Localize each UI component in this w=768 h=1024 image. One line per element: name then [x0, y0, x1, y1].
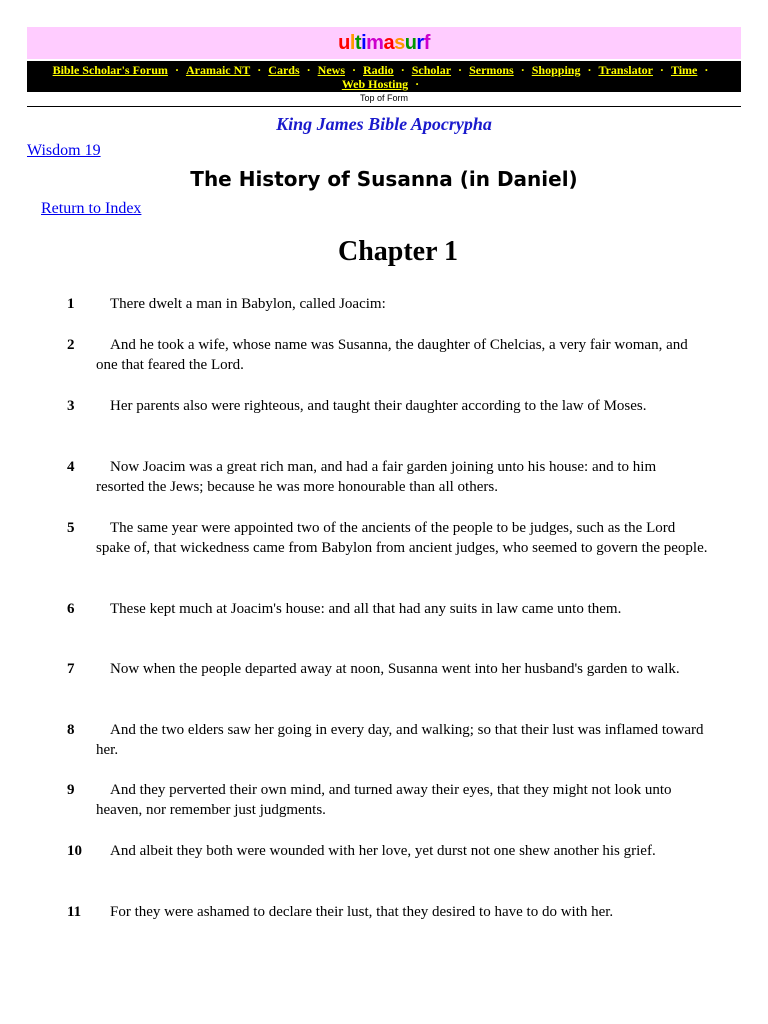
logo-letter: m: [366, 31, 384, 54]
book-title: The History of Susanna (in Daniel): [190, 167, 578, 191]
verse-text: [96, 335, 708, 375]
verse-text-content: Her parents also were righteous, and taught their daughter according to the law of Moses.: [110, 398, 647, 414]
logo-letter: u: [404, 31, 417, 54]
nav-link-web-hosting[interactable]: Web Hosting: [341, 77, 409, 91]
verse-number: 1: [67, 296, 75, 312]
top-of-form-label: Top of Form: [359, 93, 408, 103]
logo-letter: s: [394, 31, 405, 54]
nav-link-cards[interactable]: Cards: [268, 63, 300, 77]
nav-link-news[interactable]: News: [317, 63, 345, 77]
nav-link-aramaic-nt[interactable]: Aramaic NT: [185, 63, 251, 77]
verse-text: [96, 902, 708, 922]
logo-letter: a: [383, 31, 395, 54]
logo-letter: i: [361, 31, 367, 54]
nav-separator: ·: [704, 63, 709, 77]
previous-book-link[interactable]: Wisdom 19: [27, 142, 101, 159]
nav-separator: ·: [306, 63, 311, 77]
nav-separator: ·: [415, 77, 420, 91]
logo-letter: u: [338, 31, 350, 54]
logo-letter: f: [423, 31, 430, 54]
verse-text-content: And they perverted their own mind, and turned away their eyes, that they might not look unto heaven, nor remember just judgments.: [96, 782, 672, 818]
nav-separator: ·: [257, 63, 262, 77]
nav-separator: ·: [351, 63, 356, 77]
nav-link-time[interactable]: Time: [670, 63, 698, 77]
nav-separator: ·: [458, 63, 463, 77]
nav-link-sermons[interactable]: Sermons: [469, 63, 514, 77]
verse-text: [96, 396, 708, 416]
verse-text: [96, 659, 708, 679]
verse-text-content: Now Joacim was a great rich man, and had a fair garden joining unto his house: and to him resorted the Jews; because he was more honourable than all others.: [96, 459, 657, 495]
verse-number: 4: [67, 459, 75, 475]
verse-text: [96, 599, 708, 619]
logo-banner: [27, 27, 741, 59]
logo-letter: r: [416, 31, 424, 54]
logo-letter: l: [349, 31, 355, 54]
verse-text: [96, 780, 708, 820]
ultimasurf-logo[interactable]: [338, 32, 430, 55]
verse-text-content: And the two elders saw her going in every day, and walking; so that their lust was inflamed toward her.: [96, 722, 704, 758]
nav-separator: ·: [520, 63, 525, 77]
logo-letter: t: [354, 31, 362, 54]
top-divider: [27, 106, 741, 107]
nav-separator: ·: [174, 63, 179, 77]
nav-link-scholar[interactable]: Scholar: [411, 63, 452, 77]
verse-text: [96, 720, 708, 760]
verse-number: 7: [67, 661, 75, 677]
site-nav-bar: [27, 61, 741, 92]
verse-text: [96, 294, 708, 314]
verse-text-content: The same year were appointed two of the ancients of the people to be judges, such as the Lord spake of, that wickedness came from Babylon from ancient judges, who seemed to govern the people.: [96, 520, 708, 556]
nav-link-translator[interactable]: Translator: [598, 63, 653, 77]
return-to-index-link[interactable]: Return to Index: [41, 200, 142, 217]
verse-number: 9: [67, 782, 75, 798]
verse-number: 11: [67, 904, 82, 920]
chapter-heading: Chapter 1: [337, 236, 459, 267]
nav-separator: ·: [400, 63, 405, 77]
apocrypha-heading: King James Bible Apocrypha: [276, 114, 492, 134]
verse-number: 6: [67, 601, 75, 617]
nav-separator: ·: [587, 63, 592, 77]
nav-separator: ·: [659, 63, 664, 77]
verse-text-content: And he took a wife, whose name was Susanna, the daughter of Chelcias, a very fair woman, and one that feared the Lord.: [96, 337, 688, 373]
verse-text-content: And albeit they both were wounded with her love, yet durst not one shew another his grief.: [110, 843, 656, 859]
verse-number: 5: [67, 520, 75, 536]
verse-number: 2: [67, 337, 75, 353]
verse-text-content: There dwelt a man in Babylon, called Joacim:: [110, 296, 386, 312]
verse-text: [96, 841, 708, 861]
verse-number: 8: [67, 722, 75, 738]
verse-text-content: For they were ashamed to declare their lust, that they desired to have to do with her.: [110, 904, 614, 920]
verse-text-content: Now when the people departed away at noon, Susanna went into her husband's garden to walk.: [110, 661, 680, 677]
verse-text: [96, 457, 708, 497]
verse-number: 10: [67, 843, 82, 859]
nav-link-bible-scholar-s-forum[interactable]: Bible Scholar's Forum: [52, 63, 168, 77]
nav-link-radio[interactable]: Radio: [363, 63, 394, 77]
verse-number: 3: [67, 398, 75, 414]
verse-text-content: These kept much at Joacim's house: and all that had any suits in law came unto them.: [110, 601, 622, 617]
nav-link-shopping[interactable]: Shopping: [531, 63, 581, 77]
verse-text: [96, 518, 708, 558]
